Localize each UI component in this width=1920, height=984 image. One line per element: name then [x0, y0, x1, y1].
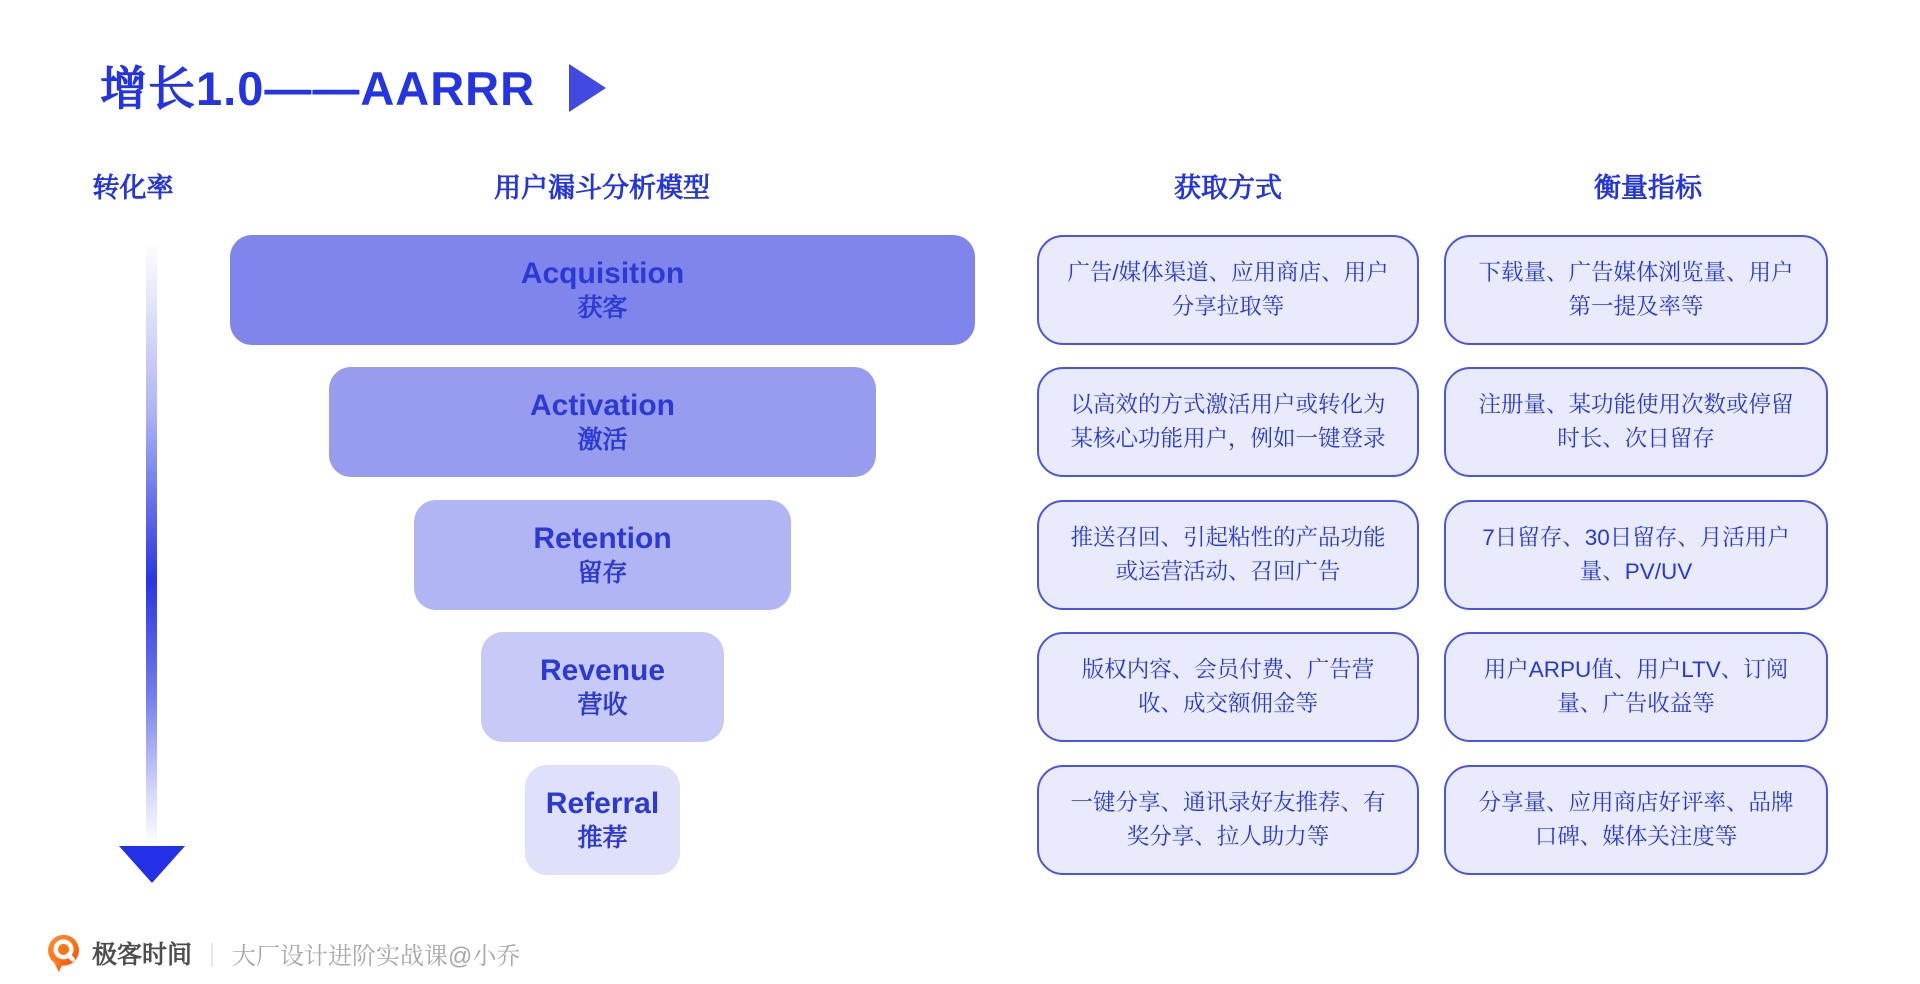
- stage-name-zh: 留存: [577, 559, 628, 587]
- column-header-funnel-model: 用户漏斗分析模型: [494, 173, 710, 203]
- funnel-stage-acquisition: [230, 235, 975, 345]
- funnel-stage-retention: [414, 500, 791, 610]
- stage-name-zh: 推荐: [577, 824, 628, 852]
- footer: [45, 933, 520, 973]
- geektime-logo-icon: [45, 933, 82, 973]
- method-box-referral: 一键分享、通讯录好友推荐、有奖分享、拉人助力等: [1037, 765, 1419, 875]
- metric-box-acquisition: 下载量、广告媒体浏览量、用户第一提及率等: [1444, 235, 1828, 345]
- stage-name-zh: 激活: [577, 426, 628, 454]
- title-row: [100, 52, 606, 119]
- play-triangle-icon: [569, 64, 606, 112]
- method-box-retention: 推送召回、引起粘性的产品功能或运营活动、召回广告: [1037, 500, 1419, 610]
- method-box-activation: 以高效的方式激活用户或转化为某核心功能用户，例如一键登录: [1037, 367, 1419, 477]
- metric-box-revenue: 用户ARPU值、用户LTV、订阅量、广告收益等: [1444, 632, 1828, 742]
- page-title: 增长1.0——AARRR: [100, 62, 536, 115]
- funnel-stage-revenue: [481, 632, 724, 742]
- column-header-measure-metric: 衡量指标: [1594, 173, 1702, 203]
- metric-box-referral: 分享量、应用商店好评率、品牌口碑、媒体关注度等: [1444, 765, 1828, 875]
- stage-name-zh: 获客: [577, 294, 628, 322]
- metric-box-retention: 7日留存、30日留存、月活用户量、PV/UV: [1444, 500, 1828, 610]
- stage-name-zh: 营收: [577, 691, 628, 719]
- conversion-gradient-arrow-bar: [146, 243, 157, 846]
- funnel-stage-referral: [525, 765, 680, 875]
- down-arrow-icon: [119, 846, 185, 883]
- method-box-revenue: 版权内容、会员付费、广告营收、成交额佣金等: [1037, 632, 1419, 742]
- brand-name: 极客时间: [92, 941, 193, 969]
- stage-name-en: Retention: [533, 522, 672, 555]
- stage-name-en: Activation: [529, 389, 676, 422]
- course-name: 大厂设计进阶实战课@小乔: [232, 942, 521, 970]
- funnel-stage-activation: [329, 367, 876, 477]
- method-box-acquisition: 广告/媒体渠道、应用商店、用户分享拉取等: [1037, 235, 1419, 345]
- column-header-conversion-rate: 转化率: [92, 173, 174, 203]
- footer-separator: ｜: [200, 942, 225, 970]
- metric-box-activation: 注册量、某功能使用次数或停留时长、次日留存: [1444, 367, 1828, 477]
- stage-name-en: Referral: [545, 787, 660, 820]
- stage-name-en: Revenue: [539, 654, 666, 687]
- stage-name-en: Acquisition: [520, 257, 685, 290]
- column-header-acquisition-method: 获取方式: [1174, 173, 1282, 203]
